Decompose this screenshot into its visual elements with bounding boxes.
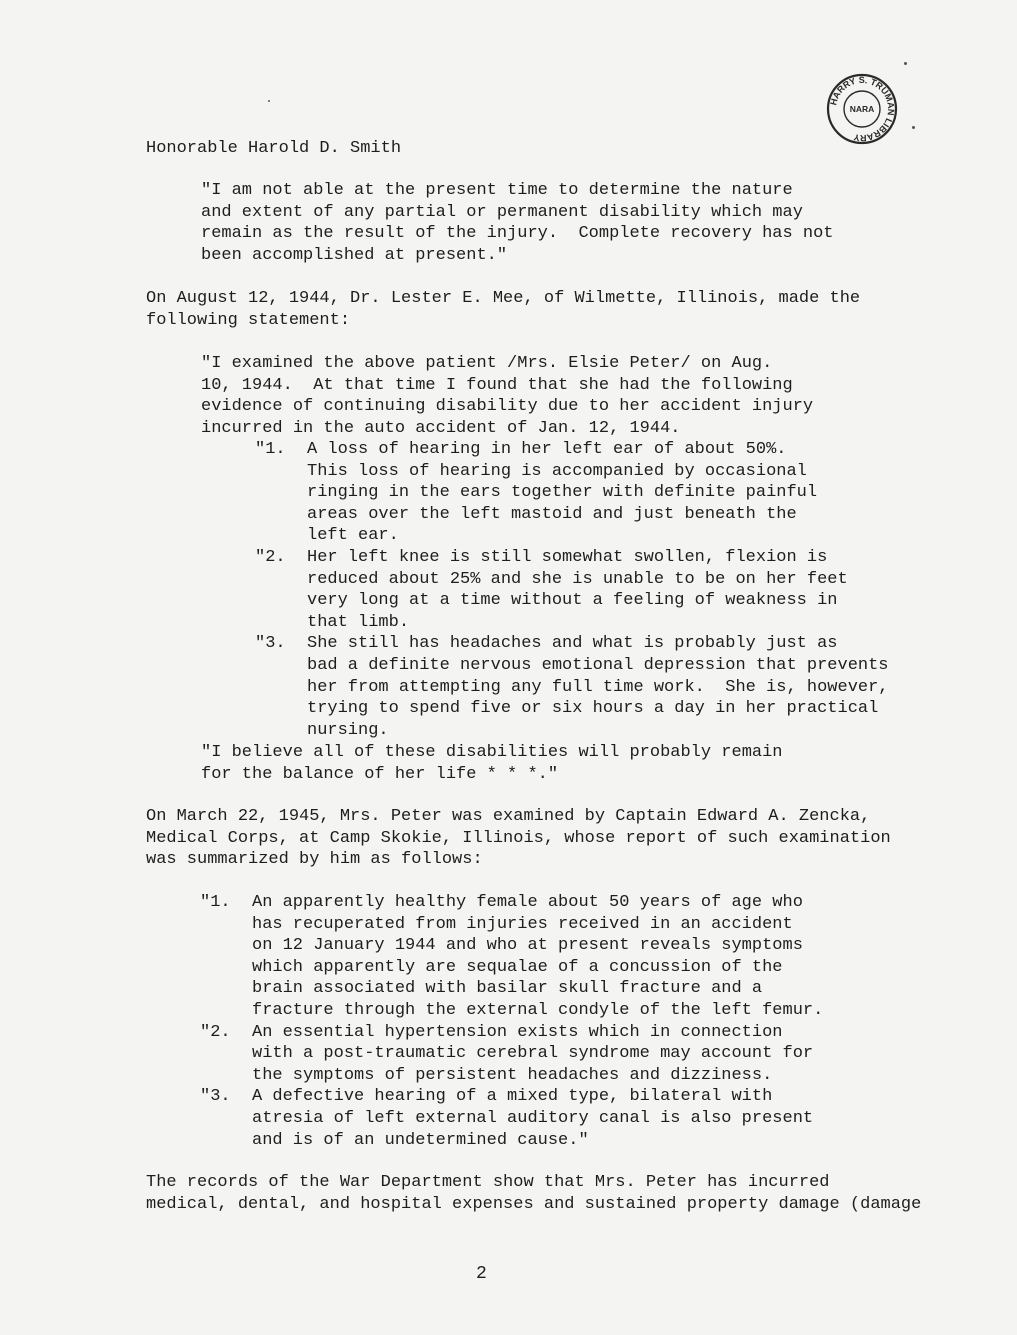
- list-item-line: with a post-traumatic cerebral syndrome may account for: [252, 1044, 814, 1064]
- list-item-line: fracture through the external condyle of the left femur.: [252, 1001, 824, 1020]
- quote-line: been accomplished at present.": [201, 245, 508, 265]
- list-item-line: her from attempting any full time work. She is, however,: [307, 677, 889, 697]
- quote-line: incurred in the auto accident of Jan. 12, 1944.: [201, 418, 681, 438]
- list-item-line: on 12 January 1944 and who at present reveals symptoms: [252, 936, 803, 956]
- list-item-line: Her left knee is still somewhat swollen, flexion is: [307, 548, 828, 567]
- quote-line: for the balance of her life * * *.": [201, 764, 559, 784]
- quote-line: 10, 1944. At that time I found that she had the following: [201, 375, 793, 395]
- list-item-number: "3.: [255, 634, 286, 654]
- stamp-center-text: NARA: [849, 104, 875, 114]
- quote-line: "I believe all of these disabilities will probably remain: [201, 743, 783, 762]
- list-item-line: trying to spend five or six hours a day in her practical: [307, 699, 879, 719]
- paragraph-line: medical, dental, and hospital expenses and sustained property damage (damage: [146, 1194, 922, 1214]
- quote-line: remain as the result of the injury. Complete recovery has not: [201, 224, 834, 244]
- list-item-line: A defective hearing of a mixed type, bilateral with: [252, 1087, 773, 1107]
- list-item-line: nursing.: [307, 720, 389, 740]
- list-item-line: and is of an undetermined cause.": [252, 1130, 589, 1150]
- list-item-number: "2.: [200, 1022, 231, 1042]
- paragraph-line: following statement:: [146, 310, 351, 330]
- list-item-line: left ear.: [307, 526, 399, 546]
- page-number: 2: [476, 1264, 487, 1284]
- list-item-line: that limb.: [307, 612, 410, 632]
- list-item-number: "2.: [255, 548, 286, 567]
- quote-line: "I examined the above patient /Mrs. Elsie Peter/ on Aug.: [201, 354, 773, 373]
- list-item-line: brain associated with basilar skull fracture and a: [252, 979, 763, 999]
- truman-library-stamp: [826, 73, 898, 145]
- list-item-line: areas over the left mastoid and just beneath the: [307, 504, 797, 524]
- ink-speck: [912, 126, 915, 129]
- paragraph-line: Medical Corps, at Camp Skokie, Illinois, whose report of such examination: [146, 828, 891, 848]
- list-item-line: An apparently healthy female about 50 years of age who: [252, 893, 803, 912]
- list-item-line: bad a definite nervous emotional depression that prevents: [307, 656, 889, 675]
- list-item-line: She still has headaches and what is probably just as: [307, 634, 838, 654]
- quote-line: evidence of continuing disability due to her accident injury: [201, 397, 814, 417]
- paragraph-line: The records of the War Department show that Mrs. Peter has incurred: [146, 1173, 830, 1192]
- ink-speck: [268, 100, 270, 102]
- list-item-line: ringing in the ears together with definite painful: [307, 483, 818, 503]
- list-item-number: "1.: [200, 893, 231, 912]
- list-item-line: the symptoms of persistent headaches and dizziness.: [252, 1065, 773, 1085]
- list-item-line: atresia of left external auditory canal is also present: [252, 1109, 814, 1128]
- stamp-ring-text: HARRY S. TRUMAN LIBRARY: [828, 74, 897, 144]
- paragraph-line: On August 12, 1944, Dr. Lester E. Mee, of Wilmette, Illinois, made the: [146, 289, 861, 308]
- list-item-line: very long at a time without a feeling of weakness in: [307, 591, 838, 611]
- list-item-line: which apparently are sequalae of a concussion of the: [252, 957, 783, 977]
- quote-line: "I am not able at the present time to determine the nature: [201, 181, 793, 200]
- list-item-line: An essential hypertension exists which in connection: [252, 1022, 783, 1042]
- ink-speck: [904, 62, 907, 65]
- list-item-line: A loss of hearing in her left ear of about 50%.: [307, 440, 787, 459]
- paragraph-line: was summarized by him as follows:: [146, 850, 483, 870]
- list-item-number: "3.: [200, 1087, 231, 1107]
- list-item-number: "1.: [255, 440, 286, 459]
- salutation: Honorable Harold D. Smith: [146, 139, 402, 158]
- paragraph-line: On March 22, 1945, Mrs. Peter was examined by Captain Edward A. Zencka,: [146, 807, 871, 826]
- quote-line: and extent of any partial or permanent disability which may: [201, 202, 803, 222]
- list-item-line: reduced about 25% and she is unable to be on her feet: [307, 569, 848, 589]
- list-item-line: This loss of hearing is accompanied by occasional: [307, 461, 807, 481]
- list-item-line: has recuperated from injuries received in an accident: [252, 914, 793, 934]
